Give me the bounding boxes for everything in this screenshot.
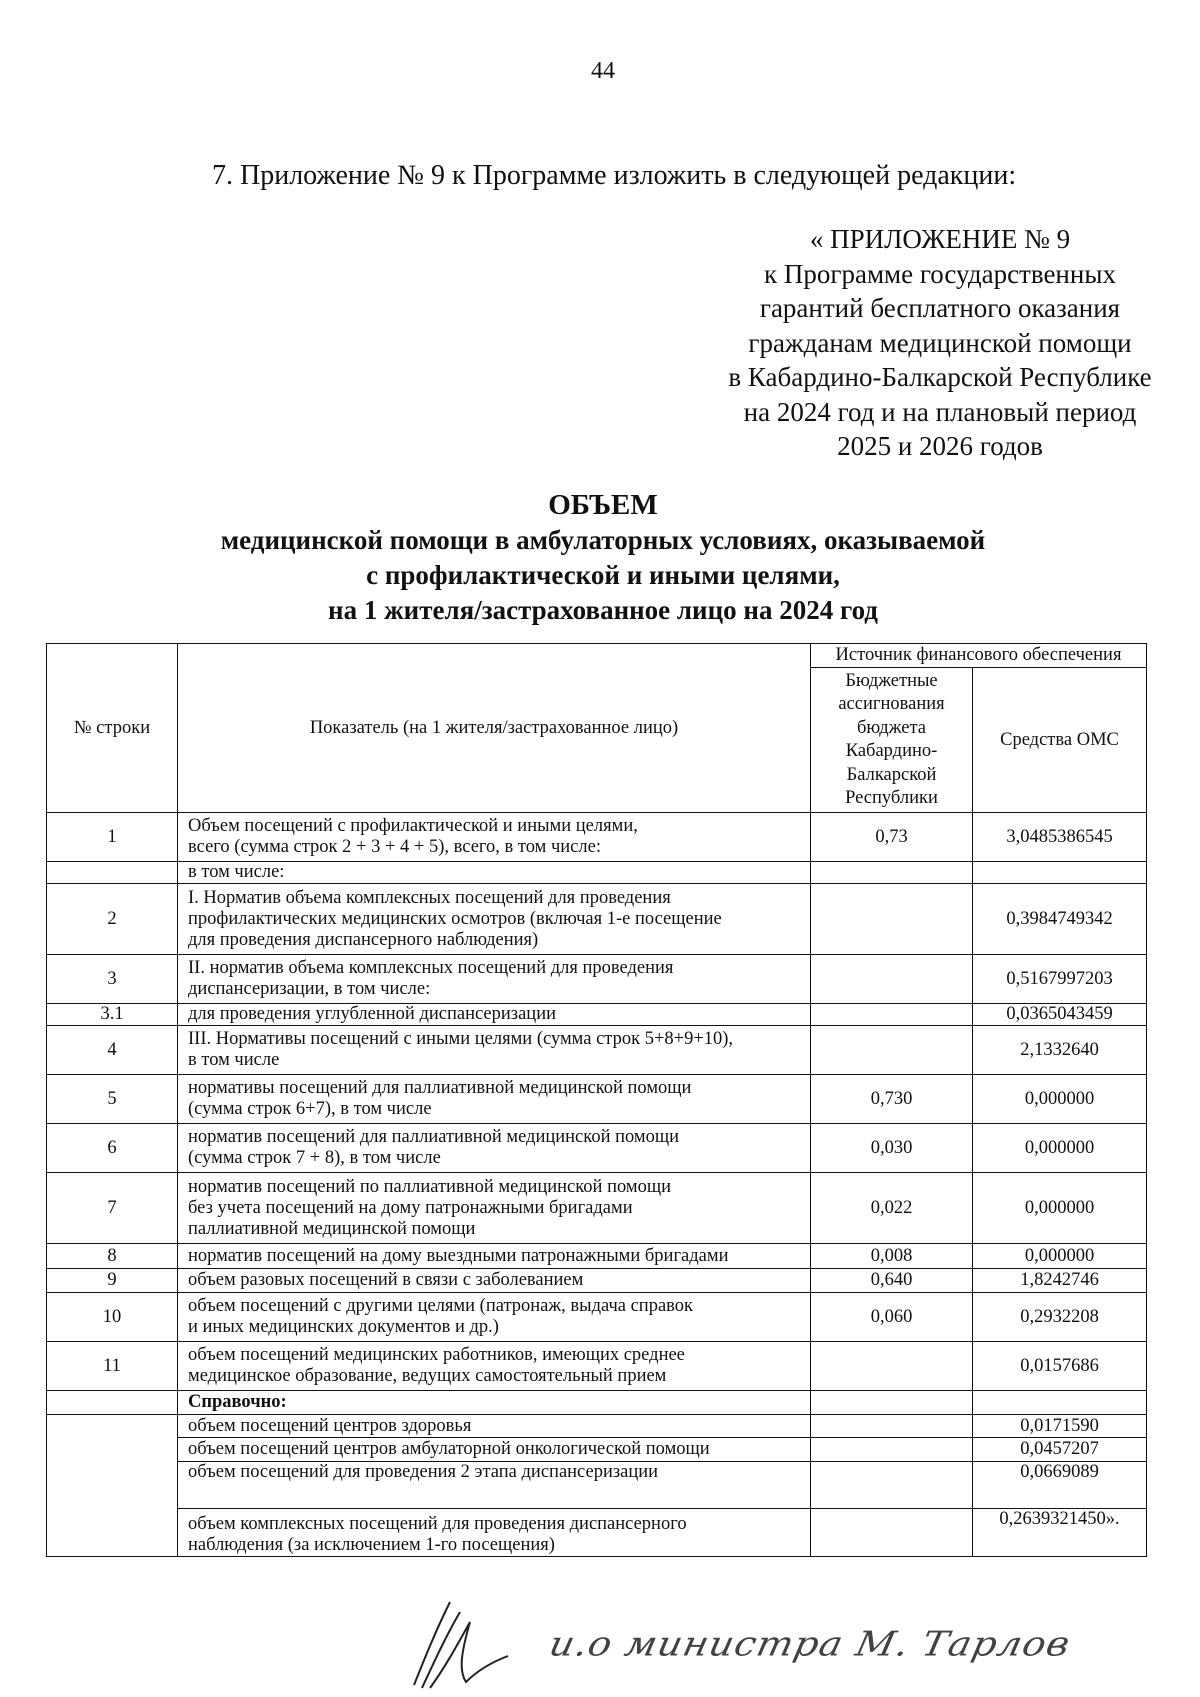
reference-row [47, 1415, 1147, 1438]
indicator-text: III. Нормативы посещений с иными целями (сумма строк 5+8+9+10), в том числе [178, 1026, 811, 1075]
oms-value: 0,3984749342 [973, 884, 1147, 955]
oms-value: 0,000000 [973, 1173, 1147, 1244]
budget-value: 0,008 [811, 1244, 973, 1269]
indicator-text: норматив посещений для паллиативной медицинской помощи (сумма строк 7 + 8), в том числе [178, 1124, 811, 1173]
table-row [47, 955, 1147, 1004]
oms-value: 0,000000 [973, 1075, 1147, 1124]
budget-value: 0,730 [811, 1075, 973, 1124]
header-funding-source: Источник финансового обеспечения [811, 644, 1147, 668]
table-row [47, 1004, 1147, 1026]
table-row [47, 1026, 1147, 1075]
row-number: 11 [47, 1342, 178, 1391]
row-number: 6 [47, 1124, 178, 1173]
budget-value: 0,640 [811, 1269, 973, 1293]
table-row [47, 862, 1147, 884]
indicator-text: Объем посещений с профилактической и иными целями, всего (сумма строк 2 + 3 + 4 + 5), всего, в том числе: [178, 813, 811, 862]
table-row [47, 1075, 1147, 1124]
row-number: 2 [47, 884, 178, 955]
header-oms: Средства ОМС [973, 668, 1147, 813]
appendix-line: гарантий бесплатного оказания [759, 293, 1121, 323]
reference-oms-value: 0,0171590 [973, 1415, 1147, 1438]
reference-indicator-text: объем посещений для проведения 2 этапа диспансеризации [178, 1462, 811, 1509]
header-budget: Бюджетные ассигнования бюджета Кабардино-Балкарской Республики [811, 668, 973, 813]
reference-indicator-text: объем посещений центров амбулаторной онкологической помощи [178, 1438, 811, 1462]
appendix-line: к Программе государственных [764, 258, 1116, 289]
budget-value [811, 862, 973, 884]
oms-value: 0,0157686 [973, 1342, 1147, 1391]
row-number: 5 [47, 1075, 178, 1124]
table-row [47, 1269, 1147, 1293]
indicator-text: для проведения углубленной диспансеризации [178, 1004, 811, 1026]
table-row [47, 1293, 1147, 1342]
signature-mark-icon [400, 1600, 550, 1690]
reference-oms-value: 0,0457207 [973, 1438, 1147, 1462]
row-number: 3 [47, 955, 178, 1004]
title-line: на 1 жителя/застрахованное лицо на 2024 год [328, 595, 878, 625]
appendix-line: 2025 и 2026 годов [837, 431, 1043, 461]
table-row [47, 1124, 1147, 1173]
reference-oms-value: 0,2639321450». [973, 1509, 1147, 1557]
reference-budget-value [811, 1415, 973, 1438]
oms-value: 0,2932208 [973, 1293, 1147, 1342]
oms-value: 0,000000 [973, 1244, 1147, 1269]
oms-value: 3,0485386545 [973, 813, 1147, 862]
budget-value [811, 1342, 973, 1391]
oms-value: 0,000000 [973, 1124, 1147, 1173]
row-number: 8 [47, 1244, 178, 1269]
appendix-heading [690, 222, 1190, 464]
indicator-text: норматив посещений по паллиативной медицинской помощи без учета посещений на дому патронажными бригадами паллиативной медицинской помощи [178, 1173, 811, 1244]
budget-value: 0,73 [811, 813, 973, 862]
indicator-text: объем посещений с другими целями (патронаж, выдача справок и иных медицинских документов и др.) [178, 1293, 811, 1342]
row-number: 1 [47, 813, 178, 862]
budget-value [811, 1004, 973, 1026]
indicator-text: норматив посещений на дому выездными патронажными бригадами [178, 1244, 811, 1269]
oms-value: 1,8242746 [973, 1269, 1147, 1293]
budget-value [811, 884, 973, 955]
header-row-number: № строки [47, 644, 178, 813]
volume-table [46, 643, 1147, 1557]
budget-value [811, 955, 973, 1004]
budget-value [811, 1026, 973, 1075]
appendix-line: « ПРИЛОЖЕНИЕ № 9 [809, 224, 1071, 254]
signature-text: и.о министра М. Тарлов [545, 1624, 1075, 1664]
appendix-line: гражданам медицинской помощи [748, 327, 1132, 358]
oms-value [973, 862, 1147, 884]
indicator-text: в том числе: [178, 862, 811, 884]
row-number-empty [47, 1415, 178, 1557]
budget-value: 0,030 [811, 1124, 973, 1173]
table-row [47, 1391, 1147, 1415]
table-row [47, 813, 1147, 862]
budget-value [811, 1391, 973, 1415]
reference-budget-value [811, 1462, 973, 1509]
oms-value: 0,0365043459 [973, 1004, 1147, 1026]
reference-oms-value: 0,0669089 [973, 1462, 1147, 1509]
oms-value [973, 1391, 1147, 1415]
appendix-line: на 2024 год и на плановый период [743, 396, 1137, 427]
row-number: 4 [47, 1026, 178, 1075]
indicator-text: объем разовых посещений в связи с заболеванием [178, 1269, 811, 1293]
row-number [47, 1391, 178, 1415]
page-number: 44 [591, 58, 615, 84]
row-number: 9 [47, 1269, 178, 1293]
reference-budget-value [811, 1438, 973, 1462]
header-indicator: Показатель (на 1 жителя/застрахованное лицо) [178, 644, 811, 813]
indicator-text: объем посещений медицинских работников, имеющих среднее медицинское образование, ведущих самостоятельный прием [178, 1342, 811, 1391]
indicator-text: II. норматив объема комплексных посещений для проведения диспансеризации, в том числе: [178, 955, 811, 1004]
indicator-text: нормативы посещений для паллиативной медицинской помощи (сумма строк 6+7), в том числе [178, 1075, 811, 1124]
budget-value: 0,022 [811, 1173, 973, 1244]
oms-value: 0,5167997203 [973, 955, 1147, 1004]
title-line: с профилактической и иными целями, [366, 560, 840, 590]
title-main: ОБЪЕМ [548, 489, 658, 521]
reference-row [47, 1438, 1147, 1462]
intro-paragraph: 7. Приложение № 9 к Программе изложить в следующей редакции: [212, 160, 1017, 191]
table-row [47, 1173, 1147, 1244]
row-number: 7 [47, 1173, 178, 1244]
indicator-text: Справочно: [178, 1391, 811, 1415]
row-number: 10 [47, 1293, 178, 1342]
reference-indicator-text: объем посещений центров здоровья [178, 1415, 811, 1438]
reference-budget-value [811, 1509, 973, 1557]
table-row [47, 1342, 1147, 1391]
indicator-text: I. Норматив объема комплексных посещений для проведения профилактических медицинских осмотров (включая 1-е посещение для проведения диспансерного наблюдения) [178, 884, 811, 955]
table-row [47, 1244, 1147, 1269]
row-number [47, 862, 178, 884]
appendix-line: в Кабардино-Балкарской Республике [728, 362, 1152, 392]
document-title [0, 488, 1200, 628]
signature [400, 1600, 1180, 1690]
reference-row [47, 1462, 1147, 1509]
row-number: 3.1 [47, 1004, 178, 1026]
reference-row [47, 1509, 1147, 1557]
title-line: медицинской помощи в амбулаторных условиях, оказываемой [220, 525, 986, 555]
oms-value: 2,1332640 [973, 1026, 1147, 1075]
table-row [47, 884, 1147, 955]
budget-value: 0,060 [811, 1293, 973, 1342]
reference-indicator-text: объем комплексных посещений для проведения диспансерного наблюдения (за исключением 1-го посещения) [178, 1509, 811, 1557]
